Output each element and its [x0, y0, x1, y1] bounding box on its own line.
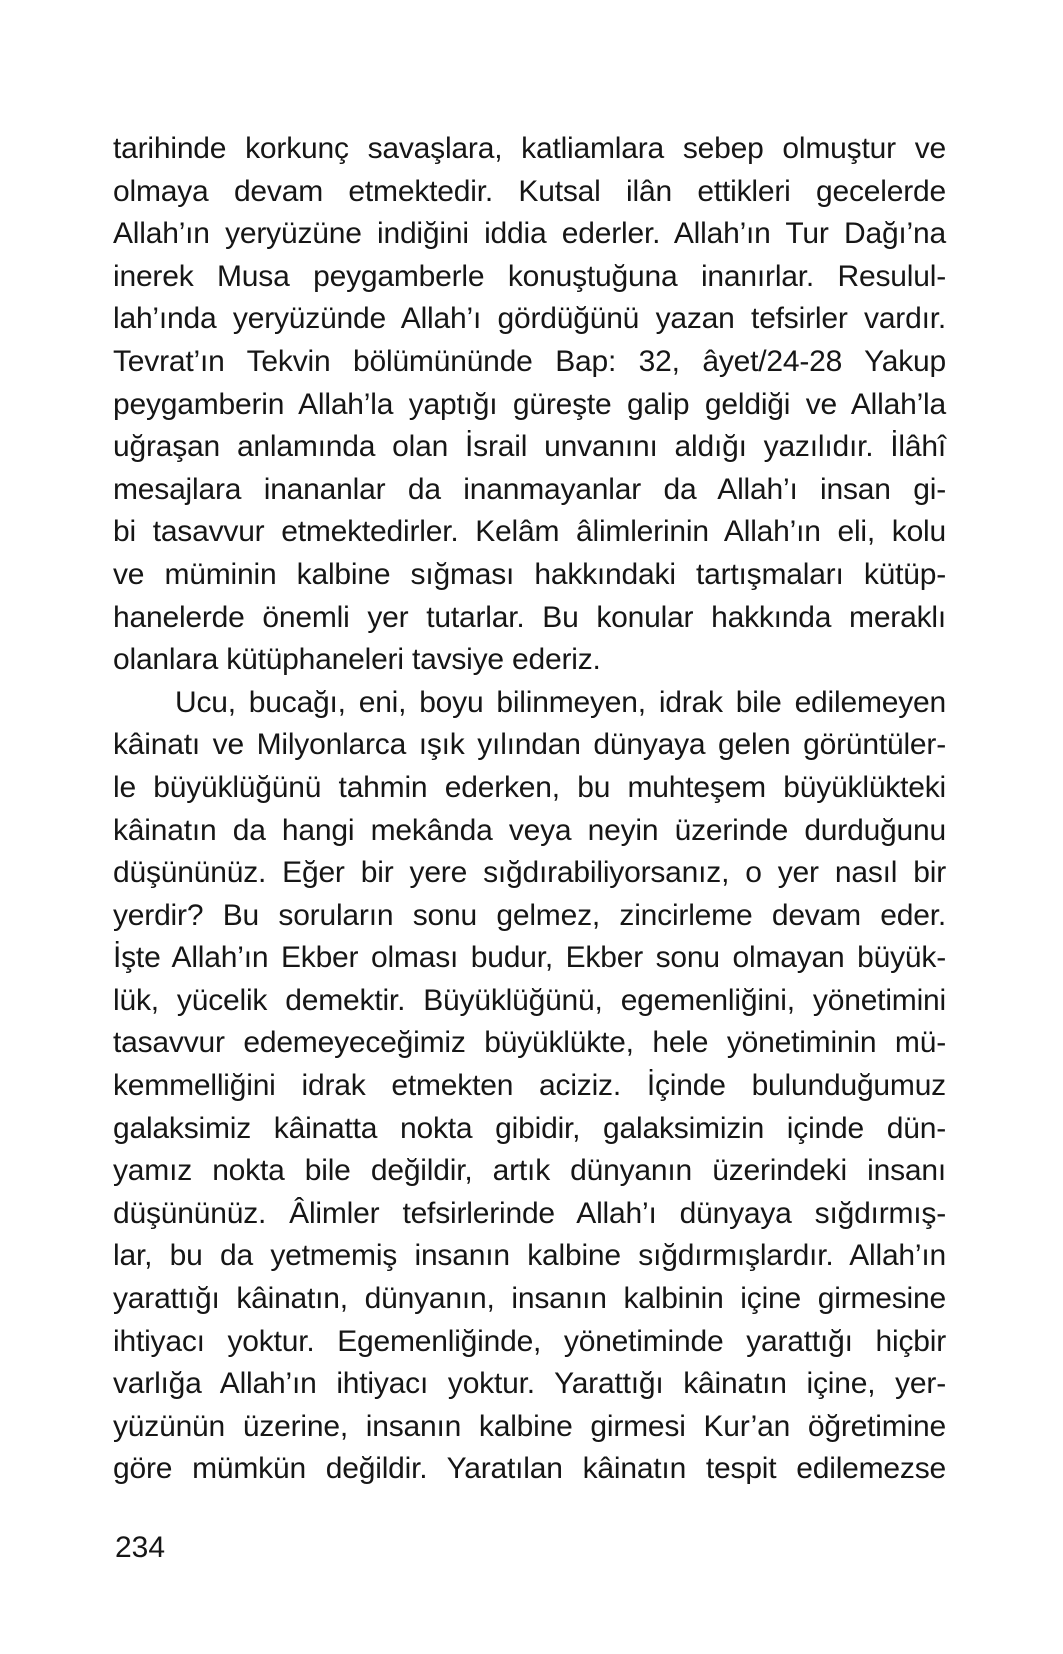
text-line: yamız nokta bile değildir, artık dünyanın üzerindeki insanı	[113, 1154, 946, 1188]
text-line: tasavvur edemeyeceğimiz büyüklükte, hele yönetiminin mü-	[113, 1026, 946, 1060]
paragraph	[113, 682, 946, 1491]
text-line: kâinatın da hangi mekânda veya neyin üzerinde durduğunu	[113, 813, 946, 847]
text-line: varlığa Allah’ın ihtiyacı yoktur. Yarattığı kâinatın içine, yer-	[113, 1367, 946, 1401]
text-line: Ucu, bucağı, eni, boyu bilinmeyen, idrak bile edilemeyen	[175, 685, 946, 719]
text-line: peygamberin Allah’la yaptığı güreşte galip geldiği ve Allah’la	[113, 387, 946, 421]
text-line: galaksimiz kâinatta nokta gibidir, galaksimizin içinde dün-	[113, 1111, 946, 1145]
text-line: İşte Allah’ın Ekber olması budur, Ekber sonu olmayan büyük-	[113, 941, 946, 975]
text-line: lar, bu da yetmemiş insanın kalbine sığdırmışlardır. Allah’ın	[113, 1239, 946, 1273]
text-line: Allah’ın yeryüzüne indiğini iddia ederler. Allah’ın Tur Dağı’na	[113, 217, 946, 251]
text-line: kâinatı ve Milyonlarca ışık yılından dünyaya gelen görüntüler-	[113, 728, 946, 762]
text-line: düşününüz. Âlimler tefsirlerinde Allah’ı dünyaya sığdırmış-	[113, 1196, 946, 1230]
text-line: Tevrat’ın Tekvin bölümününde Bap: 32, âyet/24-28 Yakup	[113, 344, 946, 378]
text-line: yüzünün üzerine, insanın kalbine girmesi Kur’an öğretimine	[113, 1409, 946, 1443]
text-line: hanelerde önemli yer tutarlar. Bu konular hakkında meraklı	[113, 600, 946, 634]
text-line: düşününüz. Eğer bir yere sığdırabiliyorsanız, o yer nasıl bir	[113, 856, 946, 890]
text-line: kemmelliğini idrak etmekten aciziz. İçinde bulunduğumuz	[113, 1069, 946, 1103]
text-line: lah’ında yeryüzünde Allah’ı gördüğünü yazan tefsirler vardır.	[113, 302, 946, 336]
text-line: olanlara kütüphaneleri tavsiye ederiz.	[113, 643, 601, 677]
text-line: ve müminin kalbine sığması hakkındaki tartışmaları kütüp-	[113, 557, 946, 591]
text-line: lük, yücelik demektir. Büyüklüğünü, egemenliğini, yönetimini	[113, 983, 946, 1017]
text-line: yarattığı kâinatın, dünyanın, insanın kalbinin içine girmesine	[113, 1282, 946, 1316]
text-line: olmaya devam etmektedir. Kutsal ilân ettikleri gecelerde	[113, 174, 946, 208]
text-line: yerdir? Bu soruların sonu gelmez, zincirleme devam eder.	[113, 898, 946, 932]
text-line: uğraşan anlamında olan İsrail unvanını aldığı yazılıdır. İlâhî	[113, 430, 946, 464]
text-line: mesajlara inananlar da inanmayanlar da Allah’ı insan gi-	[113, 472, 946, 506]
paragraph	[113, 128, 946, 682]
text-line: göre mümkün değildir. Yaratılan kâinatın tespit edilemezse	[113, 1452, 946, 1486]
text-line: bi tasavvur etmektedirler. Kelâm âlimlerinin Allah’ın eli, kolu	[113, 515, 946, 549]
text-line: ihtiyacı yoktur. Egemenliğinde, yönetiminde yarattığı hiçbir	[113, 1324, 946, 1358]
text-line: inerek Musa peygamberle konuştuğuna inanırlar. Resulul-	[113, 259, 946, 293]
page-body-text	[113, 128, 946, 1491]
text-line: le büyüklüğünü tahmin ederken, bu muhteşem büyüklükteki	[113, 770, 946, 804]
page-number: 234	[115, 1531, 166, 1564]
text-line: tarihinde korkunç savaşlara, katliamlara sebep olmuştur ve	[113, 132, 946, 165]
